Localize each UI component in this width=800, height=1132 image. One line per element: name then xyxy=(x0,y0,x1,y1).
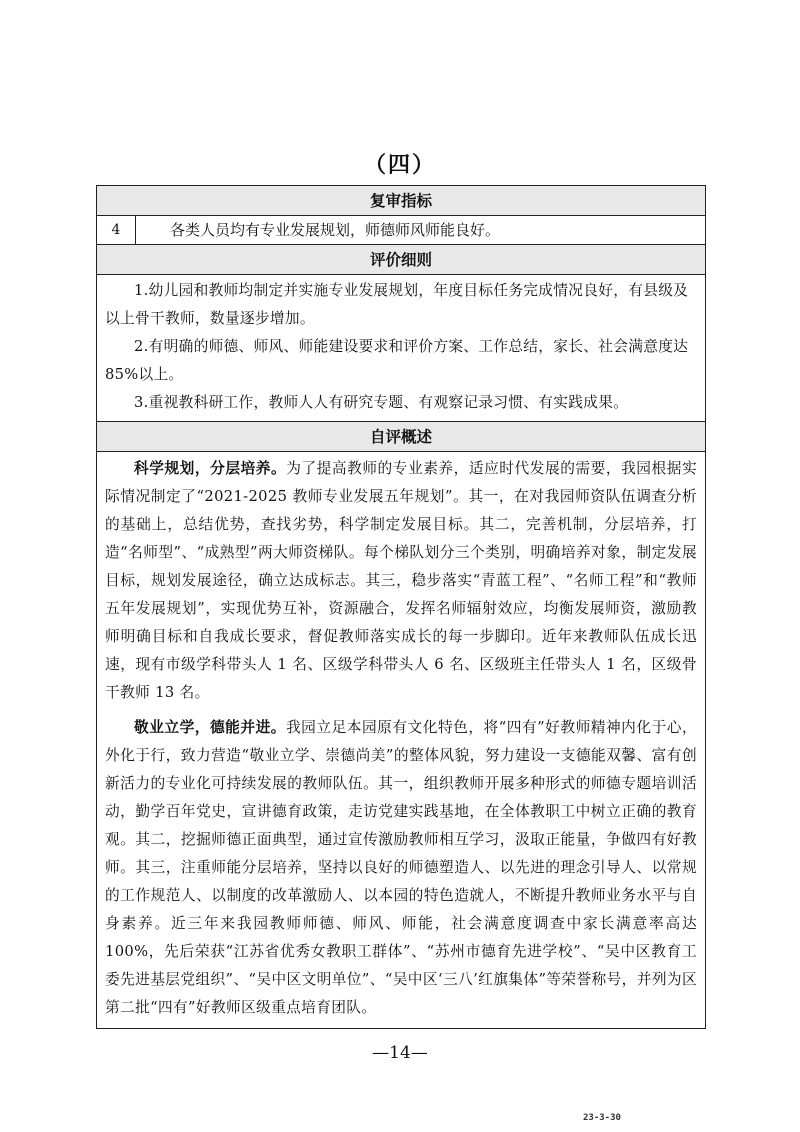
criteria-item: 2.有明确的师德、师风、师能建设要求和评价方案、工作总结，家长、社会满意度达 85%以上。 xyxy=(105,338,689,383)
paragraph-body: 我园立足本园原有文化特色，将“四有”好教师精神内化于心，外化于行，致力营造“敬业立学、崇德尚美”的整体风貌，努力建设一支德能双馨、富有创新活力的专业化可持续发展的教师队伍。其一，组织教师开展多种形式的师德专题培训活动，勤学百年党史，宣讲德育政策，走访党建实践基地，在全体教职工中树立正确的教育观。其二，挖掘师德正面典型，通过宣传激励教师相互学习，汲取正能量，争做四有好教师。其三，注重师能分层培养，坚持以良好的师德塑造人、以先进的理念引导人、以常规的工作规范人、以制度的改革激励人、以本园的特色造就人，不断提升教师业务水平与自身素养。近三年来我园教师师德、师风、师能，社会满意度调查中家长满意率高达 100%，先后荣获“江苏省优秀女教职工群体”、“苏州市德育先进学校”、“吴中区教育工委先进基层党组织”、“吴中区文明单位”、“吴中区‘三八’红旗集体”等荣誉称号，并列为区第二批“四有”好教师区级重点培育团队。 xyxy=(105,719,697,1016)
criteria-item: 1.幼儿园和教师均制定并实施专业发展规划，年度目标任务完成情况良好，有县级及以上骨干教师，数量逐步增加。 xyxy=(105,282,689,327)
self-assessment-header: 自评概述 xyxy=(97,422,705,452)
date-stamp: 23-3-30 xyxy=(583,1113,621,1123)
indicator-row xyxy=(97,216,705,245)
self-assessment-paragraph xyxy=(105,455,697,707)
self-assessment-body xyxy=(97,452,705,1028)
self-assessment-paragraph xyxy=(105,714,697,1022)
indicator-text: 各类人员均有专业发展规划，师德师风师能良好。 xyxy=(170,221,501,239)
criteria-item: 3.重视教科研工作，教师人人有研究专题、有观察记录习惯、有实践成果。 xyxy=(134,394,629,411)
indicator-number: 4 xyxy=(97,216,136,244)
page-number: —14— xyxy=(372,1043,428,1063)
paragraph-lead: 敬业立学，德能并进。 xyxy=(134,719,286,736)
evaluation-criteria-list xyxy=(97,275,705,422)
section-title: （四） xyxy=(363,152,436,178)
evaluation-criteria-header: 评价细则 xyxy=(97,245,705,275)
review-indicator-header: 复审指标 xyxy=(97,186,705,216)
review-table xyxy=(96,185,706,1029)
paragraph-body: 为了提高教师的专业素养，适应时代发展的需要，我园根据实际情况制定了“2021-2025 教师专业发展五年规划”。其一，在对我园师资队伍调查分析的基础上，总结优势，查找劣势，科学制定发展目标。其二，完善机制，分层培养，打造“名师型”、“成熟型”两大师资梯队。每个梯队划分三个类别，明确培养对象，制定发展目标，规划发展途径，确立达成标志。其三，稳步落实“青蓝工程”、“名师工程”和“教师五年发展规划”，实现优势互补，资源融合，发挥名师辐射效应，均衡发展师资，激励教师明确目标和自我成长要求，督促教师落实成长的每一步脚印。近年来教师队伍成长迅速，现有市级学科带头人 1 名、区级学科带头人 6 名、区级班主任带头人 1 名，区级骨干教师 13 名。 xyxy=(105,460,697,701)
paragraph-lead: 科学规划，分层培养。 xyxy=(134,460,287,477)
